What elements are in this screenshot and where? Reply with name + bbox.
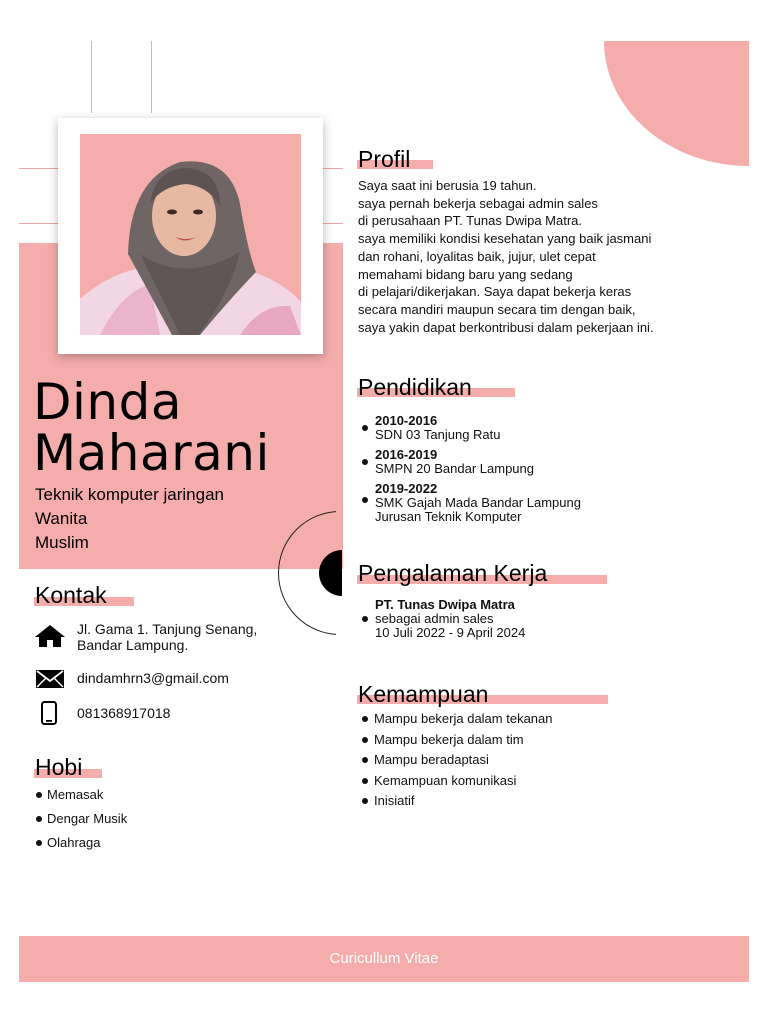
footer-bar — [19, 936, 749, 982]
experience-item — [375, 598, 525, 640]
bullet-dot — [36, 840, 42, 846]
pengalaman-heading: Pengalaman Kerja — [358, 560, 548, 586]
profil-line: saya memiliki kondisi kesehatan yang baik jasmani — [358, 231, 652, 247]
kontak-heading: Kontak — [35, 582, 107, 608]
profil-line: saya pernah bekerja sebagai admin sales — [358, 195, 598, 211]
home-icon — [34, 624, 66, 648]
kemampuan-heading: Kemampuan — [358, 681, 489, 707]
skill-item: Mampu bekerja dalam tim — [374, 732, 524, 747]
subtitle-job: Teknik komputer jaringan — [35, 485, 224, 504]
mail-icon — [36, 670, 64, 688]
experience-company: PT. Tunas Dwipa Matra — [375, 597, 515, 612]
decor-line — [19, 168, 59, 169]
bullet-dot — [362, 616, 368, 622]
bullet-dot — [36, 792, 42, 798]
profile-photo — [80, 134, 301, 335]
decor-line — [91, 41, 92, 113]
portrait-illustration — [80, 134, 301, 335]
bullet-dot — [362, 425, 368, 431]
address-line: Bandar Lampung. — [77, 637, 189, 653]
phone[interactable]: 081368917018 — [77, 705, 171, 721]
hobby-item: Dengar Musik — [47, 811, 128, 826]
bullet-dot — [362, 778, 368, 784]
decor-line — [323, 168, 343, 169]
address — [77, 621, 257, 653]
skill-item: Kemampuan komunikasi — [374, 773, 517, 788]
subtitle-gender: Wanita — [35, 509, 88, 528]
skill-item: Mampu bekerja dalam tekanan — [374, 711, 553, 726]
bullet-dot — [362, 497, 368, 503]
hobby-item: Memasak — [47, 787, 104, 802]
pendidikan-heading: Pendidikan — [358, 374, 472, 400]
profil-line: Saya saat ini berusia 19 tahun. — [358, 178, 537, 193]
phone-icon — [41, 701, 57, 725]
decor-line — [151, 41, 152, 113]
hobby-item: Olahraga — [47, 835, 101, 850]
education-school: SDN 03 Tanjung Ratu — [375, 427, 501, 442]
address-line: Jl. Gama 1. Tanjung Senang, — [77, 621, 258, 637]
education-years: 2016-2019 — [375, 447, 438, 462]
experience-role: sebagai admin sales — [375, 611, 494, 626]
experience-period: 10 Juli 2022 - 9 April 2024 — [375, 625, 526, 640]
bullet-dot — [36, 816, 42, 822]
education-item — [375, 448, 534, 476]
profil-line: dan rohani, loyalitas baik, jujur, ulet cepat — [358, 248, 596, 264]
education-major: Jurusan Teknik Komputer — [375, 509, 522, 524]
subtitle-religion: Muslim — [35, 533, 89, 552]
education-item — [375, 482, 581, 524]
profil-text — [358, 177, 654, 336]
profil-line: saya yakin dapat berkontribusi dalam pekerjaan ini. — [358, 319, 654, 335]
decor-line — [323, 223, 343, 224]
skill-item: Inisiatif — [374, 793, 415, 808]
bullet-dot — [362, 757, 368, 763]
education-years: 2010-2016 — [375, 413, 438, 428]
education-item — [375, 414, 501, 442]
skill-item: Mampu beradaptasi — [374, 752, 489, 767]
bullet-dot — [362, 459, 368, 465]
profil-line: secara mandiri maupun secara tim dengan baik, — [358, 301, 636, 317]
name-last: Maharani — [33, 424, 270, 482]
footer-label: Curicullum Vitae — [329, 950, 439, 967]
education-school: SMPN 20 Bandar Lampung — [375, 461, 534, 476]
decor-line — [19, 223, 59, 224]
profil-line: memahami bidang baru yang sedang — [358, 266, 573, 282]
profil-line: di pelajari/dikerjakan. Saya dapat bekerja keras — [358, 284, 632, 300]
hobi-heading: Hobi — [35, 754, 83, 780]
bullet-dot — [362, 716, 368, 722]
bullet-dot — [362, 737, 368, 743]
email[interactable]: dindamhrn3@gmail.com — [77, 670, 229, 686]
education-school: SMK Gajah Mada Bandar Lampung — [375, 495, 581, 510]
name-first: Dinda — [33, 373, 182, 431]
profil-heading: Profil — [358, 146, 411, 172]
decor-quarter-circle — [604, 41, 749, 166]
bullet-dot — [362, 798, 368, 804]
education-years: 2019-2022 — [375, 481, 438, 496]
profil-line: di perusahaan PT. Tunas Dwipa Matra. — [358, 213, 583, 229]
